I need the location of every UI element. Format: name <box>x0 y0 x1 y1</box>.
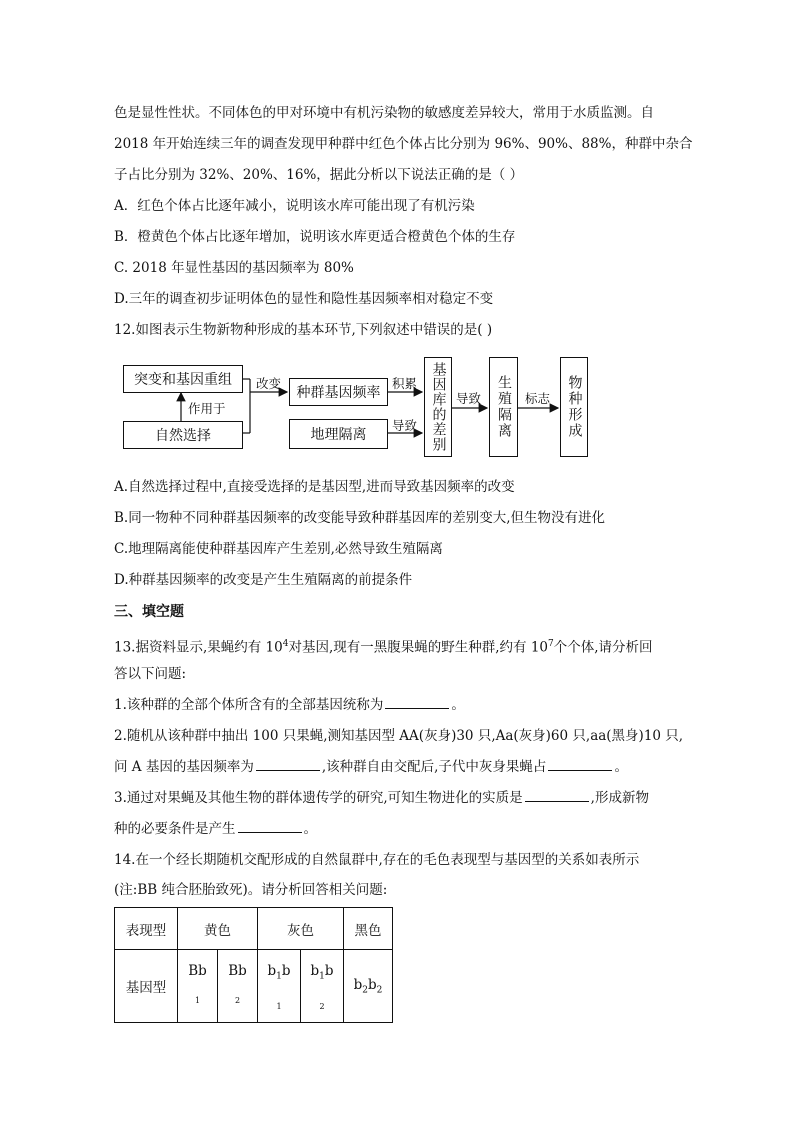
label-cause1: 导致 <box>392 418 418 433</box>
q13-blank1[interactable] <box>385 696 449 709</box>
label-accumulate: 积累 <box>392 376 418 391</box>
geno-3-sub: 1 <box>276 1001 282 1011</box>
q11-option-d: D.三年的调查初步证明体色的显性和隐性基因频率相对稳定不变 <box>114 291 494 307</box>
geno-5b-sub: 2 <box>376 985 383 996</box>
box-gene-pool-difference-text: 基因库的差别 <box>430 362 447 452</box>
td-genotype-label: 基因型 <box>115 950 178 1023</box>
q13-exp2: 7 <box>548 639 554 649</box>
q11-line3: 子占比分别为 32%、20%、16%，据此分析以下说法正确的是（ ） <box>114 167 524 183</box>
td-geno-4 <box>301 950 344 1023</box>
q11-option-a: A．红色个体占比逐年减小，说明该水库可能出现了有机污染 <box>114 198 475 214</box>
q13-sub3-text2: ,形成新物 <box>590 790 649 806</box>
geno-2: Bb <box>228 963 247 979</box>
td-geno-2 <box>218 950 258 1023</box>
q12-option-d: D.种群基因频率的改变是产生生殖隔离的前提条件 <box>114 572 413 588</box>
q13-blank2[interactable] <box>256 758 320 771</box>
table-header-row <box>115 908 393 950</box>
q12-option-c: C.地理隔离能使种群基因库产生差别,必然导致生殖隔离 <box>114 541 443 557</box>
q13-line1-b: 对基因,现有一黑腹果蝇的野生种群,约有 10 <box>288 639 549 656</box>
td-geno-5 <box>344 950 393 1023</box>
th-yellow: 黄色 <box>178 908 258 950</box>
th-phenotype: 表现型 <box>115 908 178 950</box>
q13-exp1: 4 <box>282 639 289 649</box>
geno-2-sub: 2 <box>234 996 241 1005</box>
td-geno-3 <box>258 950 301 1023</box>
td-geno-1 <box>178 950 218 1023</box>
diagram-arrows <box>0 0 794 480</box>
th-black: 黑色 <box>344 908 393 950</box>
q13-line1-c: 个个体,请分析回 <box>553 639 653 656</box>
q13-line1 <box>114 634 653 658</box>
q13-sub1-end: 。 <box>451 697 465 713</box>
q13-sub3-text1: 3.通过对果蝇及其他生物的群体遗传学的研究,可知生物进化的实质是 <box>114 790 523 806</box>
q11-option-b: B．橙黄色个体占比逐年增加，说明该水库更适合橙黄色个体的生存 <box>114 229 516 245</box>
q12-stem: 12.如图表示生物新物种形成的基本环节,下列叙述中错误的是( ) <box>114 322 493 338</box>
geno-1: Bb <box>188 963 207 979</box>
geno-4a: b <box>310 963 320 979</box>
q13-line2: 答以下问题: <box>114 666 187 682</box>
box-species-formation-text: 物种形成 <box>566 375 583 439</box>
q13-line1-a: 13.据资料显示,果蝇约有 10 <box>114 639 283 656</box>
table-genotype-row <box>115 950 393 1023</box>
q13-sub2-line2 <box>114 757 628 777</box>
geno-4-sub: 2 <box>319 1001 325 1011</box>
q13-sub2-text2: ,该种群自由交配后,子代中灰身果蝇占 <box>321 759 547 775</box>
box-reproductive-isolation <box>489 357 518 457</box>
q11-line2: 2018 年开始连续三年的调查发现甲种群中红色个体占比分别为 96%、90%、88%，种群中杂合 <box>114 136 693 152</box>
geno-5a: b <box>353 976 363 993</box>
geno-5b: b <box>368 976 377 993</box>
q13-blank5[interactable] <box>238 820 302 833</box>
q13-sub3-text3: 种的必要条件是产生 <box>114 821 236 837</box>
genotype-table <box>114 907 393 1023</box>
geno-4b: b <box>324 963 334 979</box>
label-cause2: 导致 <box>456 391 482 406</box>
q13-blank4[interactable] <box>525 789 589 802</box>
q13-sub2-line1: 2.随机从该种群中抽出 100 只果蝇,测知基因型 AA(灰身)30 只,Aa(灰身)60 只,aa(黑身)10 只, <box>114 728 684 744</box>
geno-1-sub: 1 <box>194 996 201 1005</box>
q13-sub3-line2 <box>114 819 317 839</box>
box-gene-pool-difference <box>424 357 452 457</box>
q13-sub2-end: 。 <box>614 759 628 775</box>
q13-sub1-text: 1.该种群的全部个体所含有的全部基因统称为 <box>114 697 384 713</box>
box-species-formation <box>560 357 588 457</box>
q12-option-b: B.同一物种不同种群基因频率的改变能导致种群基因库的差别变大,但生物没有进化 <box>114 510 606 526</box>
box-gene-frequency: 种群基因频率 <box>289 378 388 406</box>
q14-line2: (注:BB 纯合胚胎致死)。请分析回答相关问题: <box>114 882 388 898</box>
q12-option-a: A.自然选择过程中,直接受选择的是基因型,进而导致基因频率的改变 <box>114 479 515 495</box>
q13-sub3-line1 <box>114 788 649 808</box>
q13-blank3[interactable] <box>548 758 612 771</box>
q13-sub1 <box>114 695 465 715</box>
q11-option-c: C. 2018 年显性基因的基因频率为 80% <box>114 260 354 276</box>
box-natural-selection: 自然选择 <box>123 421 243 449</box>
geno-3a-sub: 1 <box>276 971 282 982</box>
box-reproductive-isolation-text: 生殖隔离 <box>496 375 512 439</box>
section-fill-blank-title: 三、填空题 <box>114 604 184 620</box>
label-acts-on: 作用于 <box>188 401 226 416</box>
label-change: 改变 <box>256 376 282 391</box>
q11-line1: 色是显性性状。不同体色的甲对环境中有机污染物的敏感度差异较大，常用于水质监测。自 <box>114 105 654 121</box>
q14-line1: 14.在一个经长期随机交配形成的自然鼠群中,存在的毛色表现型与基因型的关系如表所示 <box>114 852 640 868</box>
geno-5a-sub: 2 <box>362 985 368 996</box>
geno-3a: b <box>267 963 277 979</box>
q13-sub3-end: 。 <box>303 821 317 837</box>
th-grey: 灰色 <box>258 908 344 950</box>
geno-4a-sub: 1 <box>319 971 325 982</box>
box-mutation: 突变和基因重组 <box>123 365 243 393</box>
box-geographic-isolation: 地理隔离 <box>289 419 388 449</box>
q13-sub2-text1: 问 A 基因的基因频率为 <box>114 759 254 775</box>
label-mark: 标志 <box>525 391 551 406</box>
geno-3b: b <box>281 963 291 979</box>
